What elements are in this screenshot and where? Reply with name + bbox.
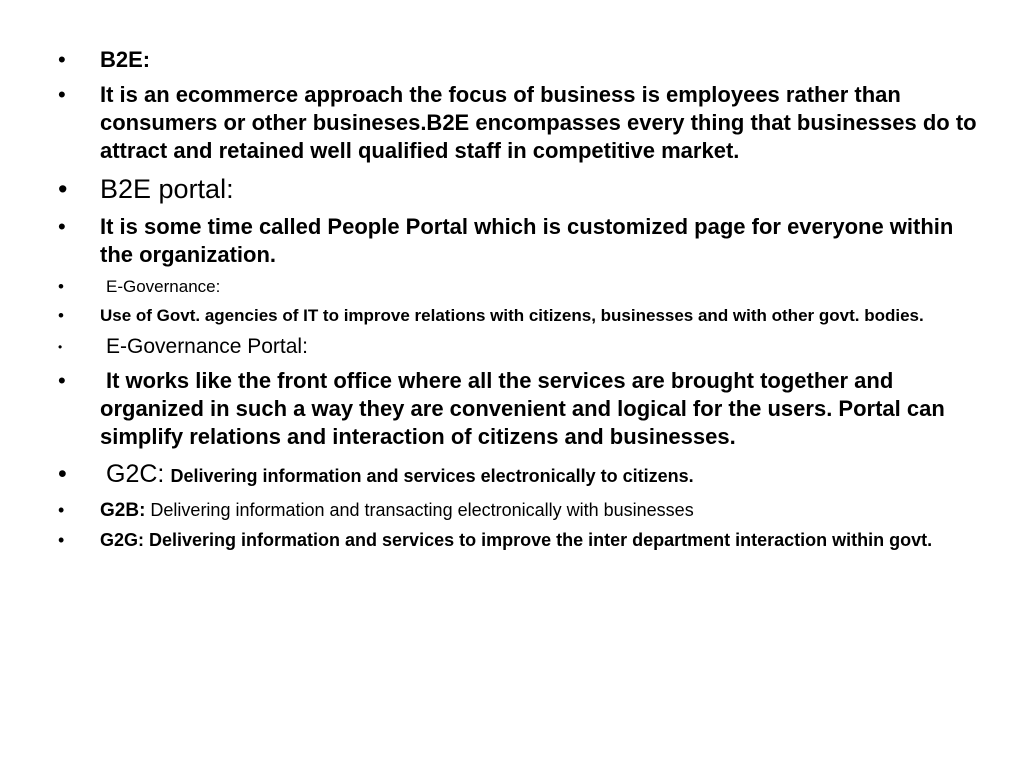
b2e-portal-heading: B2E portal: [100,174,234,204]
g2g-description: G2G: Delivering information and services to improve the inter department interaction within govt. [100,530,933,550]
g2c-heading: G2C: [106,460,165,488]
bullet-dot: • [58,530,65,550]
bullet-dot: • [58,500,65,520]
egovernance-heading: E-Governance: [106,277,221,296]
bullet-item-b2e-description [58,81,978,165]
bullet-item-g2g [58,529,978,552]
bullet-dot: • [58,214,66,239]
b2e-portal-description: It is some time called People Portal which is customized page for everyone within the organization. [100,214,954,267]
bullet-dot: • [58,174,68,204]
bullet-dot: • [58,82,66,107]
g2b-description: Delivering information and transacting electronically with businesses [150,500,694,520]
g2b-heading: G2B: [100,500,146,521]
bullet-dot: • [58,306,64,325]
bullet-list [58,46,978,559]
egovernance-description: Use of Govt. agencies of IT to improve relations with citizens, businesses and with other govt. bodies. [100,306,924,325]
bullet-item-b2e-portal-heading [58,172,978,206]
bullet-item-egovernance-description [58,305,978,327]
bullet-dot: • [58,277,64,296]
bullet-item-egovernance-portal-heading [58,334,978,360]
bullet-dot: • [58,460,67,488]
bullet-item-b2e-portal-description [58,213,978,269]
bullet-item-egovernance-portal-description [58,367,978,451]
b2e-heading: B2E: [100,47,151,72]
bullet-dot: • [58,340,63,354]
bullet-item-b2e-heading [58,46,978,74]
g2c-description: Delivering information and services electronically to citizens. [170,466,694,486]
bullet-dot: • [58,47,66,72]
b2e-description: It is an ecommerce approach the focus of business is employees rather than consumers or other busineses.B2E encompasses every thing that businesses do to attract and retained well qualified staff in competitive market. [100,82,977,163]
bullet-dot: • [58,368,66,393]
bullet-item-g2c [58,458,978,492]
bullet-item-g2b [58,499,978,522]
egovernance-portal-heading: E-Governance Portal: [106,335,308,358]
egovernance-portal-description: It works like the front office where all the services are brought together and organized in such a way they are convenient and logical for the users. Portal can simplify relations and interaction of citizens and businesses. [100,368,945,449]
bullet-item-egovernance-heading [58,276,978,298]
